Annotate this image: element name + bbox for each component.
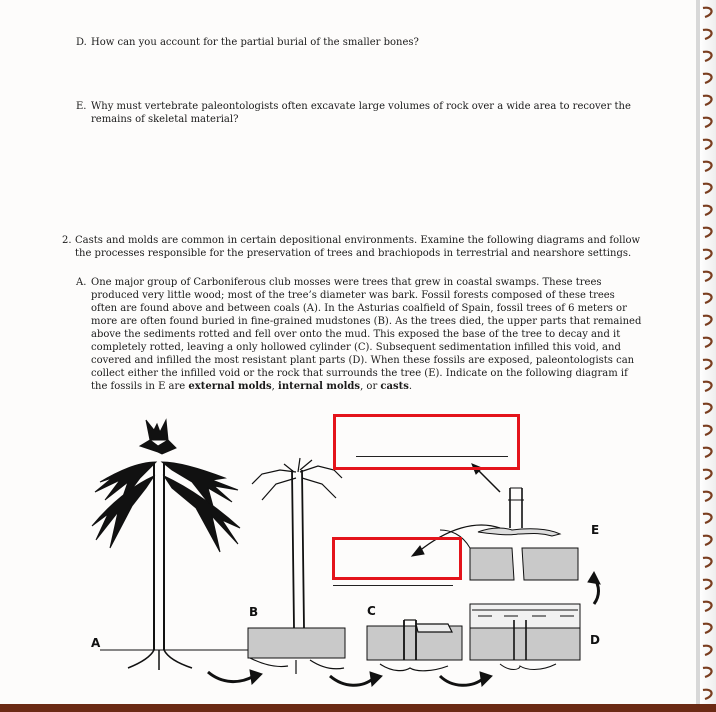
question-e-label: E. bbox=[76, 101, 87, 112]
spiral-coil bbox=[703, 184, 712, 193]
spiral-coil bbox=[703, 250, 712, 259]
spiral-coil bbox=[703, 316, 712, 325]
tree-b-illustration bbox=[248, 458, 345, 674]
spiral-coil bbox=[703, 492, 712, 501]
term-separator-2: , or bbox=[360, 381, 381, 392]
spiral-coil bbox=[703, 624, 712, 633]
spiral-coil bbox=[703, 96, 712, 105]
diagram-label-a: A bbox=[91, 636, 101, 650]
tree-c-illustration bbox=[367, 620, 462, 671]
spiral-coil bbox=[703, 206, 712, 215]
spiral-coil bbox=[703, 514, 712, 523]
spiral-coil bbox=[703, 294, 712, 303]
spiral-coil bbox=[703, 690, 712, 699]
answer-box-top[interactable] bbox=[333, 414, 520, 470]
spiral-coil bbox=[703, 470, 712, 479]
answer-line-middle bbox=[333, 585, 453, 586]
spiral-coil bbox=[703, 8, 712, 17]
term-internal-molds: internal molds bbox=[278, 381, 361, 392]
block-d-illustration bbox=[470, 604, 580, 670]
spiral-coil bbox=[703, 52, 712, 61]
answer-box-middle[interactable] bbox=[332, 537, 462, 580]
spiral-coil bbox=[703, 118, 712, 127]
spiral-coil bbox=[703, 426, 712, 435]
spiral-coils bbox=[700, 0, 716, 704]
diagram-label-c: C bbox=[367, 604, 376, 618]
question-d-text: How can you account for the partial burial of the smaller bones? bbox=[91, 37, 419, 48]
spiral-coil bbox=[703, 668, 712, 677]
spiral-coil bbox=[703, 382, 712, 391]
spiral-coil bbox=[703, 558, 712, 567]
spiral-coil bbox=[703, 404, 712, 413]
spiral-coil bbox=[703, 646, 712, 655]
block-e-illustration bbox=[470, 488, 578, 580]
spiral-coil bbox=[703, 536, 712, 545]
spiral-coil bbox=[703, 30, 712, 39]
diagram-label-b: B bbox=[249, 605, 259, 619]
spiral-binding bbox=[700, 0, 716, 704]
question-2a-end: . bbox=[408, 381, 413, 392]
question-2-text: Casts and molds are common in certain depositional environments. Examine the following diagrams and follow the processes responsible for the preservation of trees and brachiopods in terrestrial and nearshore settings. bbox=[75, 235, 641, 259]
spiral-coil bbox=[703, 272, 712, 281]
term-separator-1: , bbox=[271, 381, 279, 392]
question-2a-text: One major group of Carboniferous club mosses were trees that grew in coastal swamps. These trees produced very little wood; most of the tree’s diameter was bark. Fossil forests composed of these trees often are found above and between coals (A). In the Asturias coalfield of Spain, fossil trees of 6 meters or more are often found buried in fine-grained mudstones (B). As the trees died, the upper parts that remained above the sediments rotted and fell over onto the mud. This exposed the base of the tree to decay and it completely rotted, leaving a only hollowed cylinder (C). Subsequent sedimentation infilled this void, and covered and infilled the most resistant plant parts (D). When these fossils are exposed, paleontologists can collect either the infilled void or the rock that surrounds the tree (E). Indicate on the following diagram if the fossils in E are bbox=[91, 277, 642, 392]
spiral-coil bbox=[703, 162, 712, 171]
spiral-coil bbox=[703, 74, 712, 83]
question-e-text: Why must vertebrate paleontologists often excavate large volumes of rock over a wide area to recover the remains of skeletal material? bbox=[91, 101, 631, 125]
spiral-coil bbox=[703, 602, 712, 611]
term-external-molds: external molds bbox=[188, 381, 272, 392]
term-casts: casts bbox=[380, 381, 409, 392]
diagram-label-d: D bbox=[590, 633, 600, 647]
spiral-coil bbox=[703, 140, 712, 149]
spiral-coil bbox=[703, 448, 712, 457]
spiral-coil bbox=[703, 360, 712, 369]
question-2a-label: A. bbox=[76, 277, 87, 288]
spiral-coil bbox=[703, 338, 712, 347]
question-d-label: D. bbox=[76, 37, 87, 48]
spiral-coil bbox=[703, 580, 712, 589]
question-2-label: 2. bbox=[62, 235, 72, 246]
spiral-coil bbox=[703, 228, 712, 237]
diagram-label-e: E bbox=[591, 523, 600, 537]
